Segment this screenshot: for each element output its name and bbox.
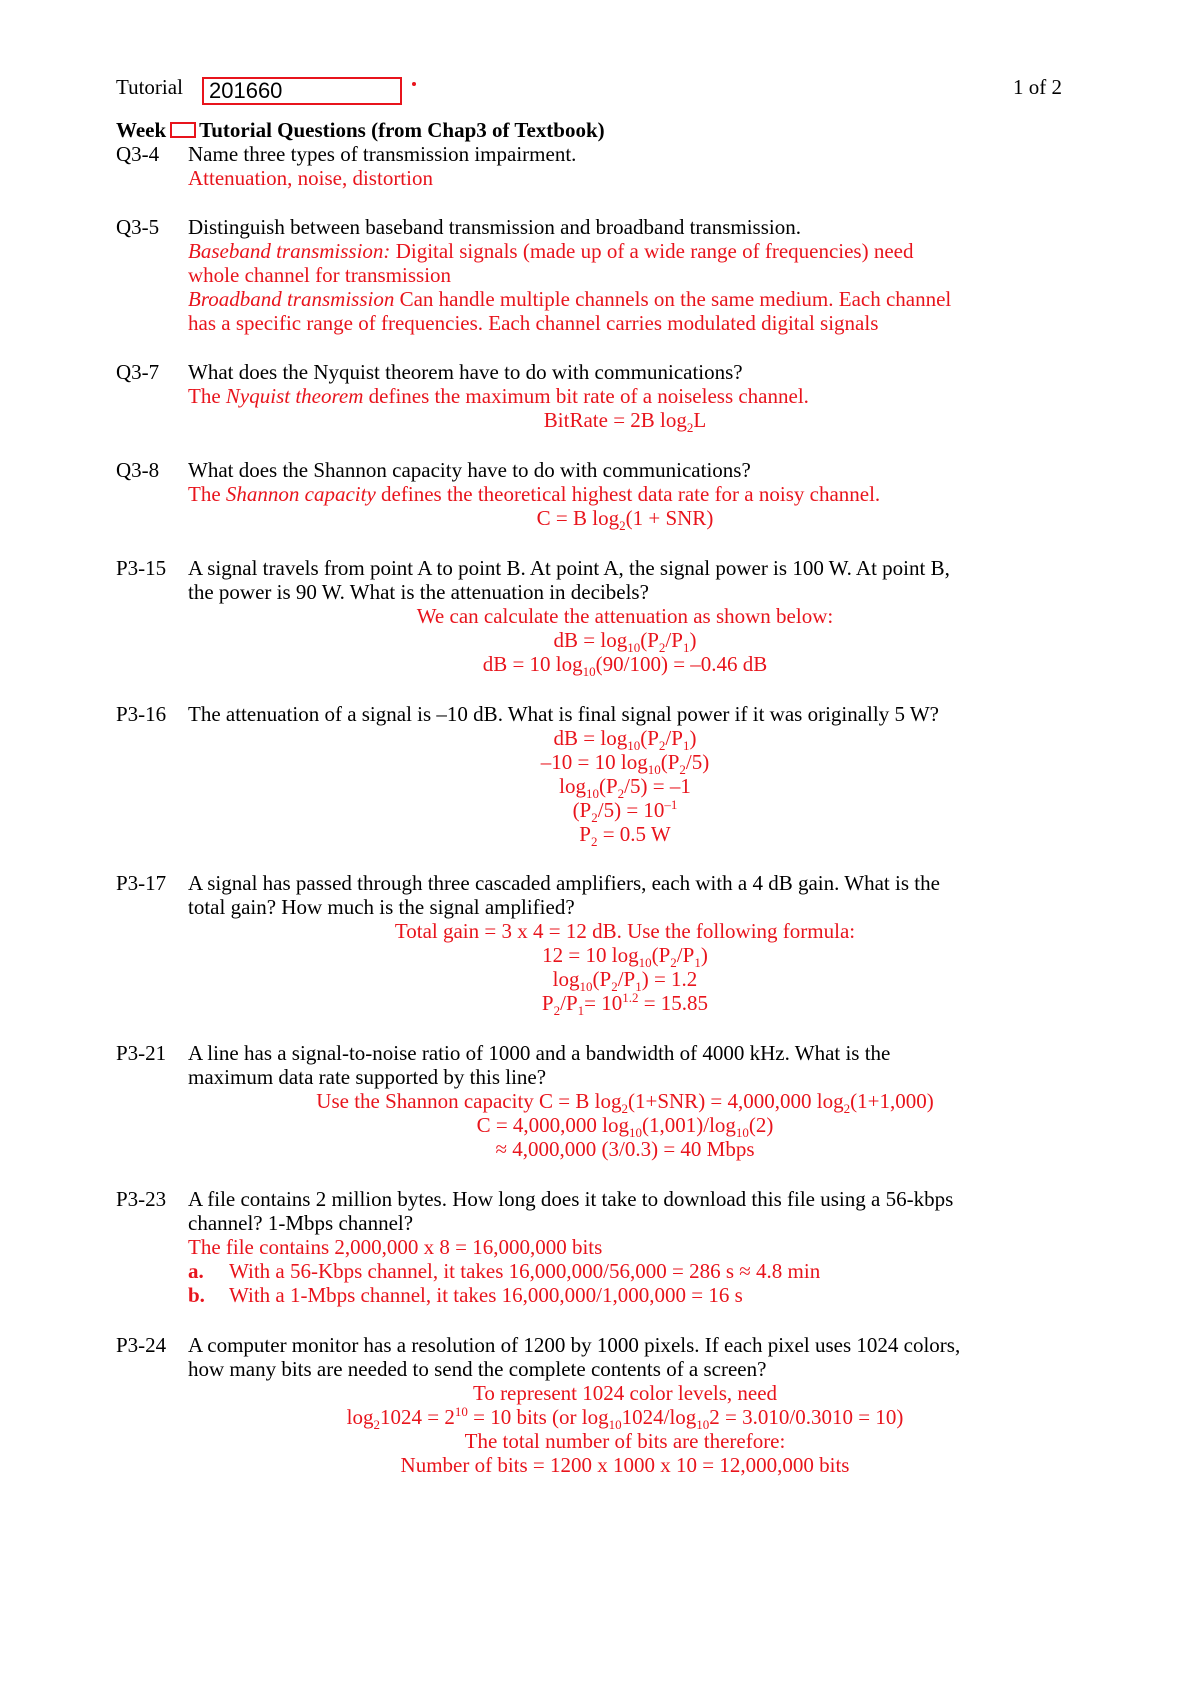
- week-label: Week: [116, 118, 167, 142]
- tutorial-label: Tutorial: [116, 75, 183, 99]
- formula-p3-21-1: Use the Shannon capacity C = B $\log_2(1+SNR) = 4,000,000$ $\log_2(1+1,000)$: [316, 1089, 934, 1117]
- answer-q3-4: Attenuation, noise, distortion: [188, 166, 433, 190]
- term-broadband: Broadband transmission: [188, 287, 395, 311]
- answer-q3-5-baseband-cont: whole channel for transmission: [188, 263, 452, 287]
- question-label-p3-16: P3-16: [116, 702, 167, 726]
- question-p3-23-line1: A file contains 2 million bytes. How long does it take to download this file using a 56-kbps: [188, 1187, 954, 1211]
- answer-q3-5-broadband: [188, 287, 951, 311]
- question-label-q3-4: Q3-4: [116, 142, 160, 166]
- page-title: Tutorial Questions (from Chap3 of Textbook): [199, 118, 605, 142]
- formula-p3-16-4: $(P_2/5) = 10^{-1}$: [572, 797, 678, 826]
- answer-p3-24-2: The total number of bits are therefore:: [464, 1429, 786, 1453]
- formula-part: L: [693, 408, 707, 432]
- formula-p3-16-1: dB = $\log_{10}(P_2/P_1)$: [553, 726, 697, 754]
- question-p3-21-line1: A line has a signal-to-noise ratio of 1000 and a bandwidth of 4000 kHz. What is the: [188, 1041, 891, 1065]
- formula-p3-17-3: $P_2/P_1= 10^{1.2} = 15.85$: [541, 990, 709, 1019]
- answer-p3-23: The file contains 2,000,000 x 8 = 16,000,000 bits: [188, 1235, 603, 1259]
- question-p3-17-line1: A signal has passed through three cascaded amplifiers, each with a 4 dB gain. What is the: [188, 871, 940, 895]
- answer-p3-15: We can calculate the attenuation as shown below:: [416, 604, 834, 628]
- formula-p3-16-3: $\log_{10}(P_2/5) = -1$: [559, 774, 691, 802]
- answer-p3-23-b: With a 1-Mbps channel, it takes 16,000,000/1,000,000 = 16 s: [229, 1283, 743, 1307]
- question-label-p3-17: P3-17: [116, 871, 167, 895]
- week-number-field[interactable]: [170, 122, 196, 138]
- formula-p3-16-2: –10 = 10 $\log_{10}(P_2/5)$: [540, 750, 710, 778]
- answer-suffix: defines the theoretical highest data rate for a noisy channel.: [375, 482, 881, 506]
- question-p3-15-line2: the power is 90 W. What is the attenuation in decibels?: [188, 580, 649, 604]
- answer-p3-23-a: With a 56-Kbps channel, it takes 16,000,000/56,000 = 286 s ≈ 4.8 min: [229, 1259, 821, 1283]
- answer-prefix: The: [188, 384, 226, 408]
- question-label-p3-23: P3-23: [116, 1187, 167, 1211]
- answer-p3-24-3: Number of bits = 1200 x 1000 x 10 = 12,000,000 bits: [400, 1453, 850, 1477]
- question-p3-16: The attenuation of a signal is –10 dB. What is final signal power if it was originally 5 W?: [188, 702, 939, 726]
- tutorial-number-field[interactable]: 201660: [202, 77, 402, 105]
- answer-q3-7: [188, 384, 809, 408]
- formula-p3-15-2: dB = 10 $\log_{10}(90/100) = -0.46$ dB: [482, 652, 768, 680]
- required-marker: [412, 82, 416, 86]
- question-label-p3-24: P3-24: [116, 1333, 167, 1357]
- page-title-row: [116, 118, 605, 142]
- question-p3-21-line2: maximum data rate supported by this line?: [188, 1065, 547, 1089]
- answer-q3-5-broadband-cont: has a specific range of frequencies. Each channel carries modulated digital signals: [188, 311, 879, 335]
- question-p3-15-line1: A signal travels from point A to point B. At point A, the signal power is 100 W. At point B,: [188, 556, 950, 580]
- formula-p3-15-1: dB = $\log_{10}(P_2/P_1)$: [553, 628, 697, 656]
- formula-subscript: 2: [619, 518, 626, 534]
- formula-p3-24: $\log_21024 = 2^{10} = 10$ bits (or $\log_{10}1024/\log_{10}2 = 3.010/0.3010 = 10$): [346, 1404, 904, 1433]
- formula-part: (1 + SNR): [625, 506, 714, 530]
- question-p3-24-line1: A computer monitor has a resolution of 1200 by 1000 pixels. If each pixel uses 1024 colors,: [188, 1333, 961, 1357]
- formula-p3-17-2: $\log_{10}(P_2/P_1) = 1.2$: [552, 967, 698, 995]
- question-label-q3-8: Q3-8: [116, 458, 160, 482]
- answer-q3-5-baseband: [188, 239, 914, 263]
- answer-p3-24-1: To represent 1024 color levels, need: [472, 1381, 778, 1405]
- term-nyquist: Nyquist theorem: [225, 384, 364, 408]
- term-baseband: Baseband transmission:: [188, 239, 391, 263]
- question-label-q3-7: Q3-7: [116, 360, 160, 384]
- question-p3-23-line2: channel? 1-Mbps channel?: [188, 1211, 414, 1235]
- question-label-p3-15: P3-15: [116, 556, 167, 580]
- answer-p3-17: Total gain = 3 x 4 = 12 dB. Use the following formula:: [394, 919, 856, 943]
- page-indicator: 1 of 2: [1013, 75, 1062, 99]
- answer-suffix: defines the maximum bit rate of a noiseless channel.: [363, 384, 809, 408]
- baseband-text: Digital signals (made up of a wide range of frequencies) need: [390, 239, 914, 263]
- question-label-q3-5: Q3-5: [116, 215, 160, 239]
- answer-p3-23-a-label: a.: [188, 1259, 204, 1283]
- question-p3-17-line2: total gain? How much is the signal amplified?: [188, 895, 575, 919]
- question-q3-7: What does the Nyquist theorem have to do with communications?: [188, 360, 743, 384]
- term-shannon: Shannon capacity: [225, 482, 376, 506]
- question-p3-24-line2: how many bits are needed to send the complete contents of a screen?: [188, 1357, 767, 1381]
- answer-prefix: The: [188, 482, 226, 506]
- answer-q3-8: [188, 482, 880, 506]
- broadband-text: Can handle multiple channels on the same medium. Each channel: [394, 287, 952, 311]
- formula-shannon: [0, 506, 1200, 534]
- question-q3-5: Distinguish between baseband transmission and broadband transmission.: [188, 215, 801, 239]
- formula-subscript: 2: [686, 420, 694, 436]
- question-q3-4: Name three types of transmission impairment.: [188, 142, 577, 166]
- question-label-p3-21: P3-21: [116, 1041, 167, 1065]
- answer-p3-23-b-label: b.: [188, 1283, 205, 1307]
- formula-p3-21-2: C = 4,000,000 $\log_{10}(1,001)/\log_{10}(2)$: [476, 1113, 774, 1141]
- formula-p3-16-5: $P_2 = 0.5$ W: [579, 822, 671, 850]
- formula-nyquist: [0, 408, 1200, 436]
- formula-part: BitRate = 2B log: [543, 408, 687, 432]
- formula-p3-21-3: ≈ 4,000,000 (3/0.3) = 40 Mbps: [495, 1137, 755, 1161]
- formula-part: C = B log: [536, 506, 620, 530]
- question-q3-8: What does the Shannon capacity have to do with communications?: [188, 458, 751, 482]
- formula-p3-17-1: 12 = 10 $\log_{10}(P_2/P_1)$: [542, 943, 708, 971]
